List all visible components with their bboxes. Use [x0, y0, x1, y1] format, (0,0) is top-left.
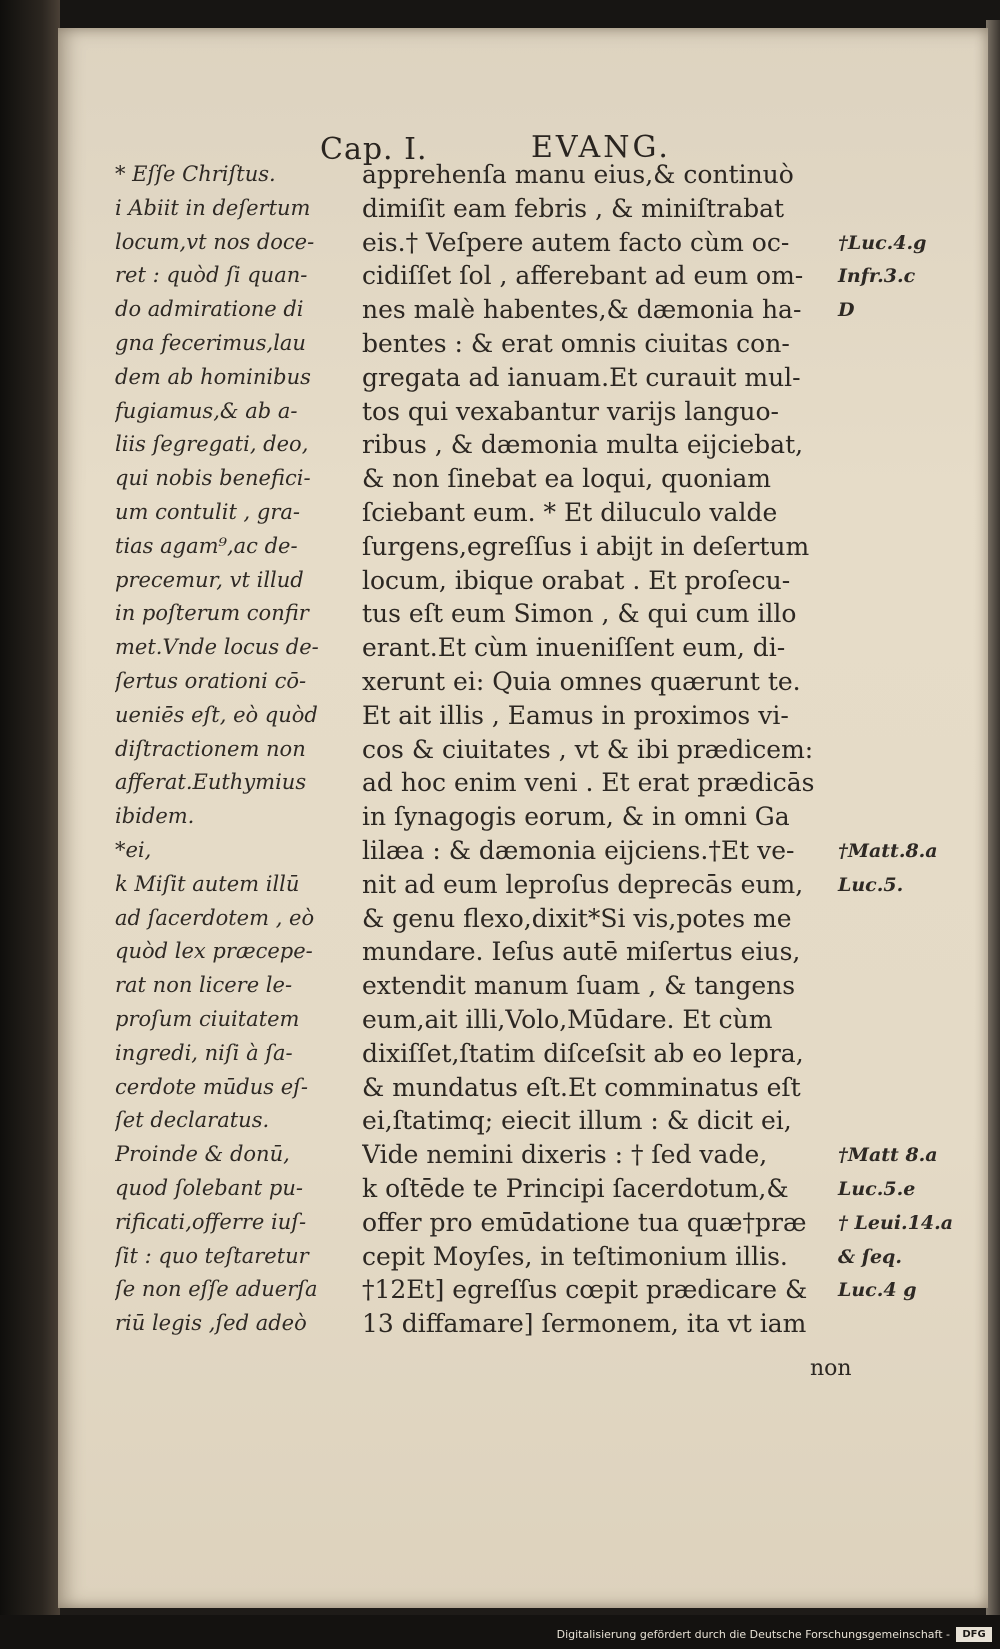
text-line: ſciebant eum. * Et diluculo valde: [362, 497, 778, 527]
text-line: k oſtēde te Principi ſacerdotum,&: [362, 1173, 789, 1203]
text-line: ſurgens,egreſſus i abijt in deſertum: [362, 531, 810, 561]
margin-reference: †Matt.8.a: [838, 840, 938, 862]
text-line: gregata ad ianuam.Et curauit mul-: [362, 362, 801, 392]
gloss-line: gna fecerimus,lau: [115, 330, 306, 355]
book-binding-edge: [0, 0, 60, 1649]
text-line: Et ait illis , Eamus in proximos vi-: [362, 700, 789, 730]
gloss-line: ſet declaratus.: [115, 1108, 270, 1133]
gloss-line: Proinde & donū,: [115, 1142, 290, 1167]
text-line: locum, ibique orabat . Et proſecu-: [362, 565, 791, 595]
gloss-line: tias agam⁹,ac de-: [115, 533, 298, 558]
catchword: non: [810, 1356, 852, 1381]
gloss-line: quòd lex præcepe-: [115, 939, 313, 964]
chapter-label: Cap. I.: [320, 132, 428, 167]
gloss-line: precemur, vt illud: [115, 567, 304, 592]
margin-reference: Infr.3.c: [838, 265, 916, 288]
scan-background-top: [0, 0, 1000, 30]
gloss-line: ſit : quo teſtaretur: [115, 1243, 309, 1268]
text-line: offer pro emūdatione tua quæ†præ: [362, 1207, 807, 1237]
gloss-line: rificati,offerre iuſ-: [115, 1209, 307, 1234]
gloss-line: locum,vt nos doce-: [115, 229, 315, 254]
gloss-line: k Miſit autem illū: [115, 871, 300, 896]
gloss-line: rat non licere le-: [115, 973, 293, 998]
text-line: & mundatus eſt.Et comminatus eſt: [362, 1072, 801, 1102]
text-line: 13 diffamare] ſermonem, ita vt iam: [362, 1309, 807, 1339]
text-line: ei,ſtatimq; eiecit illum : & dicit ei,: [362, 1106, 792, 1136]
gloss-line: afferat.Euthymius: [115, 770, 307, 795]
gloss-line: ueniēs eſt, eò quòd: [115, 702, 318, 727]
text-line: Vide nemini dixeris : † ſed vade,: [362, 1140, 768, 1170]
book-fore-edge: [986, 20, 1000, 1620]
gloss-line: um contulit , gra-: [115, 499, 301, 524]
margin-reference: Luc.4 g: [838, 1279, 917, 1302]
margin-reference: †Matt 8.a: [838, 1144, 938, 1167]
dfg-logo: DFG: [956, 1627, 992, 1642]
gloss-line: ad ſacerdotem , eò: [115, 905, 315, 930]
gloss-line: ſe non eſſe aduerſa: [115, 1277, 318, 1302]
margin-reference: Luc.5.: [838, 873, 904, 896]
gloss-line: fugiamus,& ab a-: [115, 398, 298, 423]
gloss-line: do admiratione di: [115, 297, 304, 322]
book-title: EVANG.: [531, 130, 671, 165]
margin-reference: †Luc.4.g: [838, 231, 927, 254]
gloss-line: ſertus orationi cō-: [115, 668, 307, 693]
text-line: & non ſinebat ea loqui, quoniam: [362, 464, 771, 494]
margin-reference: D: [838, 299, 855, 322]
gloss-line: dem ab hominibus: [115, 364, 311, 389]
text-line: ribus , & dæmonia multa eijciebat,: [362, 430, 804, 460]
margin-reference: & ſeq.: [838, 1245, 902, 1268]
gloss-line: riū legis ,ſed adeò: [115, 1311, 307, 1336]
gloss-line: diſtractionem non: [115, 736, 306, 761]
text-line: cidiſſet ſol , afferebant ad eum om-: [362, 261, 804, 291]
text-line: extendit manum ſuam , & tangens: [362, 971, 796, 1001]
text-line: & genu flexo,dixit*Si vis,potes me: [362, 903, 792, 933]
text-line: †12Et] egreſſus cœpit prædicare &: [362, 1275, 808, 1305]
text-line: ad hoc enim veni . Et erat prædicās: [362, 768, 815, 798]
margin-reference: Luc.5.e: [838, 1178, 916, 1200]
gloss-line: * Eſſe Chriſtus.: [115, 162, 276, 186]
gloss-line: quod ſolebant pu-: [115, 1175, 303, 1200]
text-line: dixiſſet,ſtatim diſceſsit ab eo lepra,: [362, 1038, 804, 1068]
gloss-line: proſum ciuitatem: [115, 1006, 300, 1031]
text-line: tos qui vexabantur varijs languo-: [362, 396, 780, 426]
text-line: tus eſt eum Simon , & qui cum illo: [362, 599, 797, 629]
gloss-line: i Abiit in deſertum: [115, 195, 311, 220]
gloss-line: met.Vnde locus de-: [115, 635, 319, 660]
gloss-line: liis ſegregati, deo,: [115, 432, 309, 457]
text-line: eum,ait illi,Volo,Mūdare. Et cùm: [362, 1004, 773, 1034]
main-text-column: [362, 158, 822, 1341]
gloss-line: *ei,: [115, 837, 152, 862]
margin-reference: † Leui.14.a: [838, 1211, 954, 1234]
text-line: nes malè habentes,& dæmonia ha-: [362, 295, 802, 325]
gloss-line: ibidem.: [115, 804, 195, 829]
text-line: mundare. Ieſus autē miſertus eius,: [362, 937, 801, 967]
digitization-footer: [0, 1615, 1000, 1649]
text-line: xerunt ei: Quia omnes quærunt te.: [362, 666, 801, 696]
text-line: lilæa : & dæmonia eijciens.†Et ve-: [362, 835, 795, 865]
text-line: in ſynagogis eorum, & in omni Ga: [362, 802, 790, 832]
gloss-line: ingredi, niſi à ſa-: [115, 1040, 293, 1065]
gloss-line: ret : quòd ſi quan-: [115, 263, 308, 288]
gloss-line: in poſterum confir: [115, 601, 309, 626]
text-line: cepit Moyſes, in teſtimonium illis.: [362, 1241, 788, 1271]
text-line: apprehenſa manu eius,& continuò: [362, 160, 794, 189]
text-line: bentes : & erat omnis ciuitas con-: [362, 328, 790, 358]
text-line: nit ad eum leproſus deprecās eum,: [362, 869, 804, 899]
gloss-line: qui nobis benefici-: [115, 466, 311, 491]
text-line: cos & ciuitates , vt & ibi prædicem:: [362, 734, 814, 764]
text-line: erant.Et cùm inueniſſent eum, di-: [362, 633, 786, 663]
gloss-line: cerdote mūdus eſ-: [115, 1074, 309, 1099]
funding-credit: Digitalisierung gefördert durch die Deutsche Forschungsgemeinschaft -: [556, 1628, 950, 1641]
text-line: dimiſit eam febris , & miniſtrabat: [362, 193, 785, 223]
text-line: eis.† Veſpere autem facto cùm oc-: [362, 227, 790, 257]
